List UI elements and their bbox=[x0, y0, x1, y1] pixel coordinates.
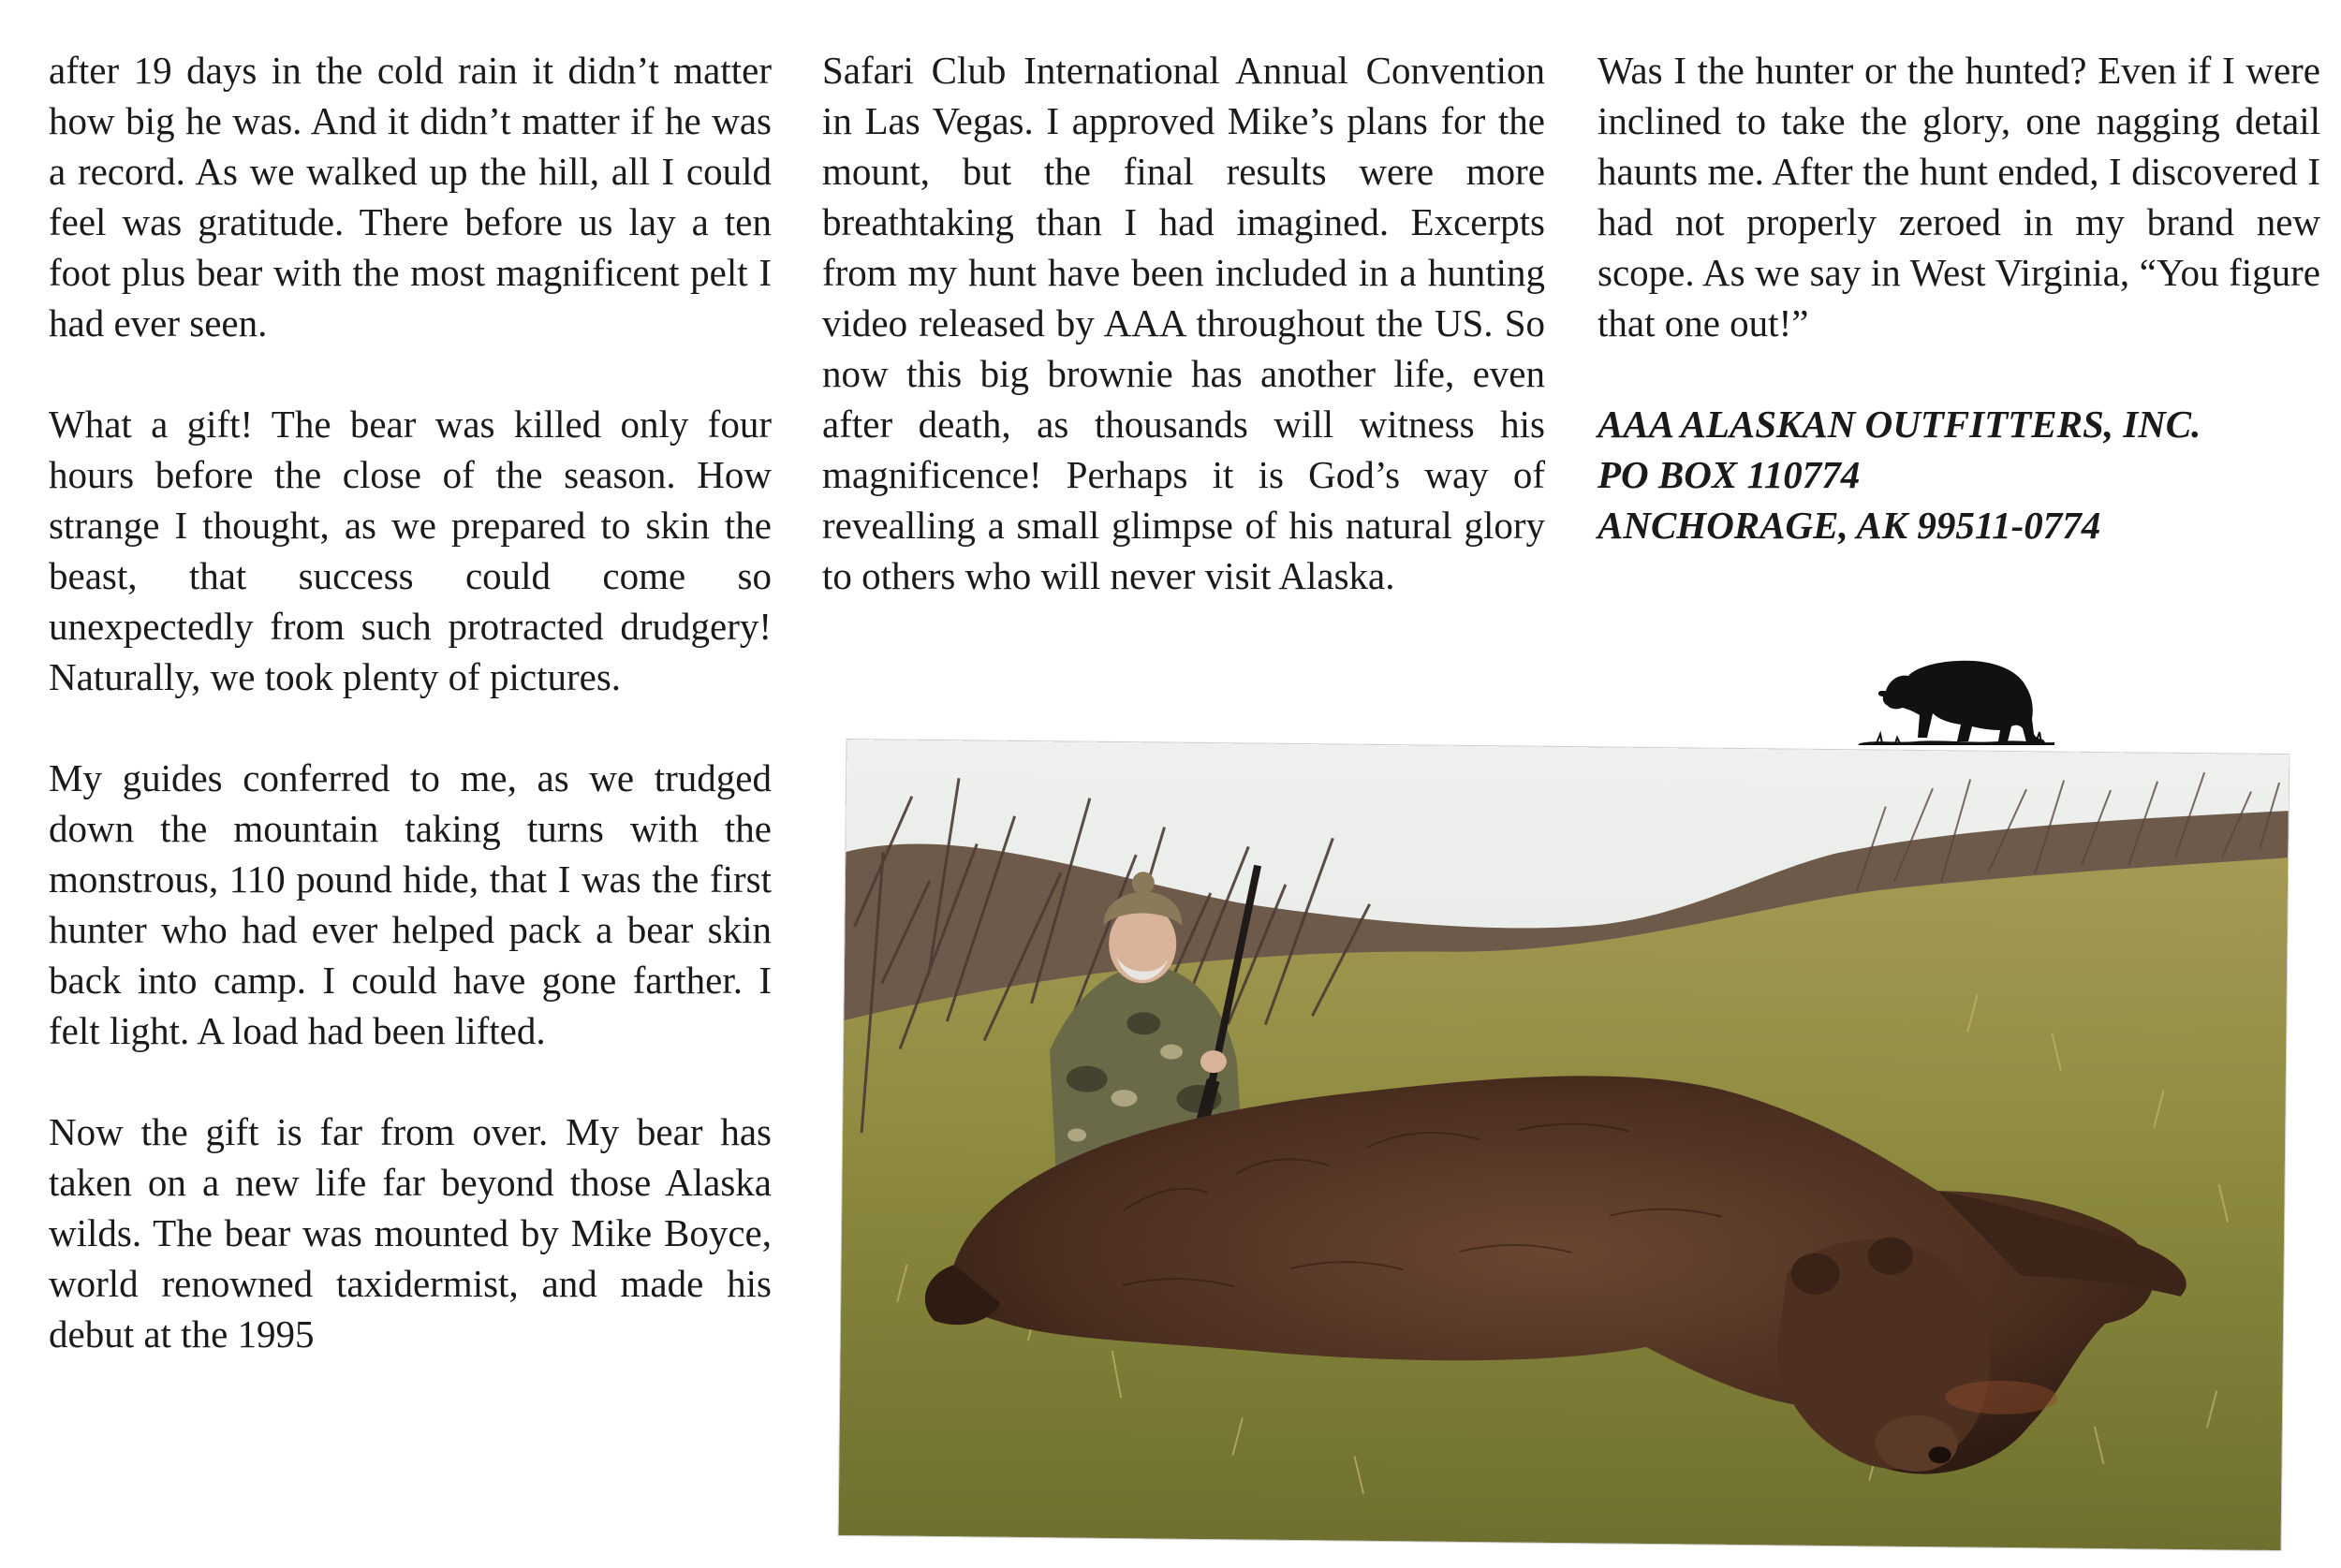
paragraph: What a gift! The bear was killed only four hours before the close of the season. How strange I thought, as we prepared to skin the beast, that success could come so unexpectedly from such protracted drudgery! Naturally, we took plenty of pictures. bbox=[49, 403, 772, 698]
outfitter-address bbox=[1597, 399, 2320, 550]
paragraph: Safari Club International Annual Convention in Las Vegas. I approved Mike’s plans for the mount, but the final results were more breathtaking than I had imagined. Excerpts from my hunt have been included in a hunting video released by AAA throughout the US. So now this big brownie has another life, even after death, as thousands will witness his magnificence! Perhaps it is God’s way of revealling a small glimpse of his natural glory to others who will never visit Alaska. bbox=[822, 49, 1545, 597]
paragraph: My guides conferred to me, as we trudged down the mountain taking turns with the monstrous, 110 pound hide, that I was the first hunter who had ever helped pack a bear skin back into camp. I could have gone farther. I felt light. A load had been lifted. bbox=[49, 756, 772, 1052]
middle-column bbox=[822, 45, 1545, 601]
paragraph: after 19 days in the cold rain it didn’t matter how big he was. And it didn’t matter if he was a record. As we walked up the hill, all I could feel was gratitude. There before us lay a ten foot plus bear with the most magnificent pelt I had ever seen. bbox=[49, 49, 772, 344]
address-company: AAA ALASKAN OUTFITTERS, INC. bbox=[1597, 403, 2201, 446]
paragraph: Was I the hunter or the hunted? Even if I were inclined to take the glory, one nagging detail haunts me. After the hunt ended, I discovered I had not properly zeroed in my brand new scope. As we say in West Virginia, “You figure that one out!” bbox=[1597, 49, 2320, 344]
address-po-box: PO BOX 110774 bbox=[1597, 453, 1861, 496]
hunter-with-bear-photo bbox=[839, 740, 2289, 1550]
address-city: ANCHORAGE, AK 99511-0774 bbox=[1597, 504, 2101, 547]
left-column bbox=[49, 45, 772, 1359]
bear-silhouette-icon bbox=[1858, 653, 2054, 749]
paragraph: Now the gift is far from over. My bear has taken on a new life far beyond those Alaska wilds. The bear was mounted by Mike Boyce, world renowned taxidermist, and made his debut at the 1995 bbox=[49, 1110, 772, 1356]
right-column bbox=[1597, 45, 2320, 550]
